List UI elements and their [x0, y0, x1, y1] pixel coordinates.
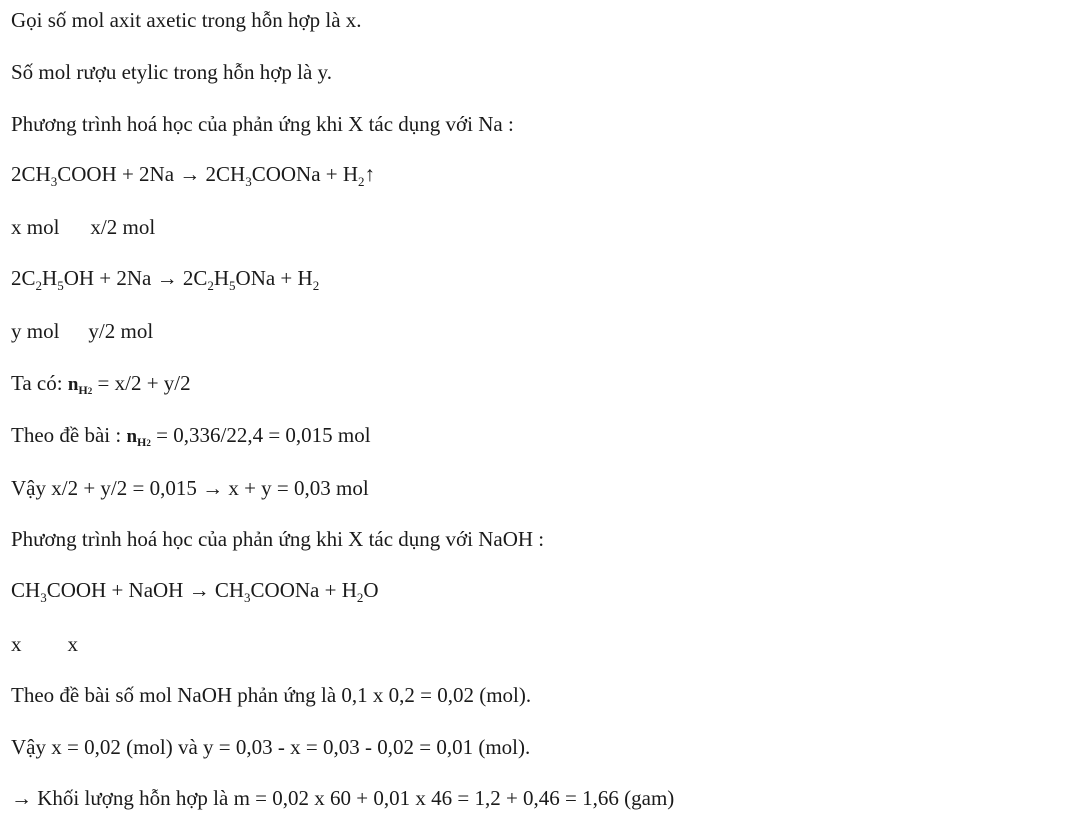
line-x-y-values: Vậy x = 0,02 (mol) và y = 0,03 - x = 0,03 - 0,02 = 0,01 (mol).	[11, 735, 531, 759]
line-let-y: Số mol rượu etylic trong hỗn hợp là y.	[11, 60, 332, 84]
equation-acetic-acid-na: $2CH_3COOH + 2Na$ → $2CH_3COONa$ + $H_2↑$	[11, 162, 376, 189]
mol-ratio-1: x mol x/2 mol	[11, 215, 156, 239]
line-given-h2: Theo đề bài : nH2 = 0,336/22,4 = 0,015 mol	[11, 423, 371, 449]
line-sum-result: Vậy x/2 + y/2 = 0,015 → x + y = 0,03 mol	[11, 476, 369, 500]
line-mass-result: → Khối lượng hỗn hợp là m = 0,02 x 60 + 0,01 x 46 = 1,2 + 0,46 = 1,66 (gam)	[11, 786, 675, 810]
mol-ratio-2: y mol y/2 mol	[11, 319, 154, 343]
equation-ethanol-na: $2C_2H_5OH + 2Na \to 2C_2H_5ONa + H_2$	[11, 266, 320, 293]
mol-ratio-3: x x	[11, 632, 78, 656]
line-reaction-na-heading: Phương trình hoá học của phản ứng khi X tác dụng với Na :	[11, 112, 514, 136]
line-let-x: Gọi số mol axit axetic trong hỗn hợp là x.	[11, 8, 362, 32]
line-naoh-moles: Theo đề bài số mol NaOH phản ứng là 0,1 x 0,2 = 0,02 (mol).	[11, 683, 532, 707]
equation-acetic-acid-naoh: $CH_3COOH$ + NaOH → $CH_3COONa + H_2O$	[11, 578, 379, 605]
line-ta-co: Ta có: nH2 = x/2 + y/2	[11, 371, 191, 397]
line-reaction-naoh-heading: Phương trình hoá học của phản ứng khi X tác dụng với NaOH :	[11, 527, 545, 551]
